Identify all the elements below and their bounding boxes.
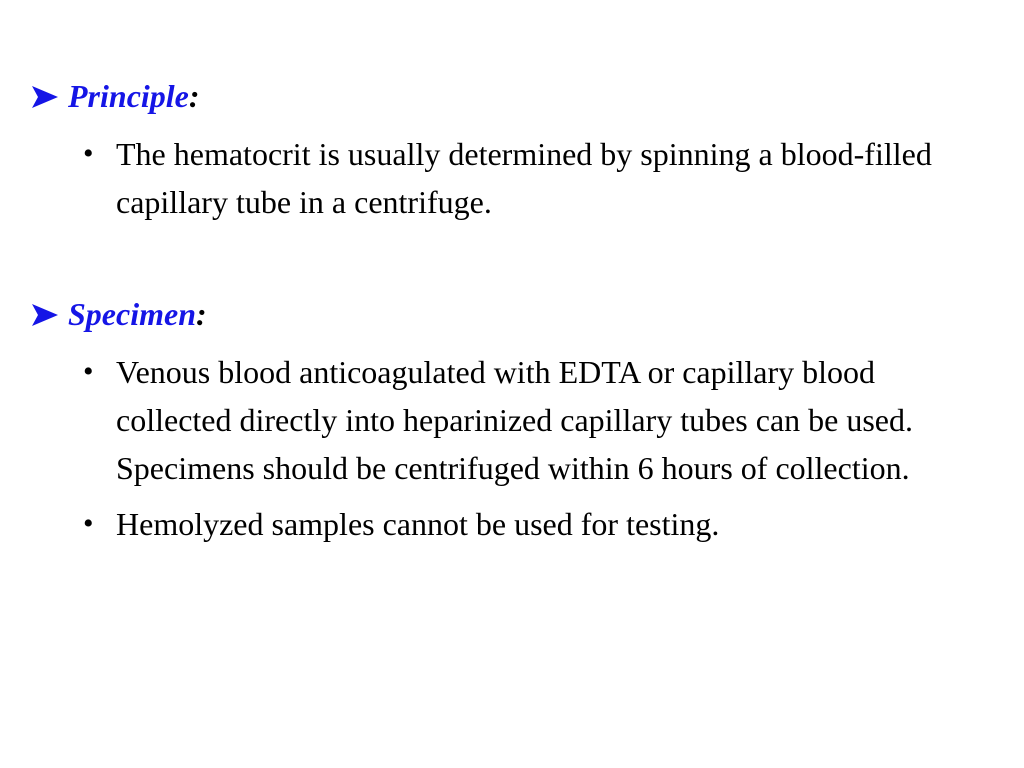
arrow-right-icon — [32, 86, 58, 108]
bullet-list — [32, 130, 992, 226]
section-principle — [32, 74, 992, 234]
bullet-dot: • — [83, 507, 94, 540]
heading-text — [68, 292, 207, 336]
bullet-text: The hematocrit is usually determined by spinning a blood-filled capillary tube in a centrifuge. — [116, 136, 932, 220]
bullet-dot: • — [83, 355, 94, 388]
heading-colon: : — [195, 296, 207, 332]
section-heading — [32, 74, 992, 118]
heading-text — [68, 74, 200, 118]
bullet-dot: • — [83, 137, 94, 170]
bullet-item — [32, 500, 992, 548]
bullet-item — [32, 348, 992, 492]
bullet-item — [32, 130, 992, 226]
heading-colon: : — [188, 78, 200, 114]
heading-title: Principle — [68, 78, 189, 114]
section-specimen — [32, 292, 992, 556]
bullet-list — [32, 348, 992, 548]
bullet-text: Venous blood anticoagulated with EDTA or capillary blood collected directly into heparinized capillary tubes can be used. Specimens should be centrifuged within 6 hours of collection. — [116, 354, 913, 486]
arrow-right-icon — [32, 304, 58, 326]
bullet-text: Hemolyzed samples cannot be used for testing. — [116, 506, 720, 542]
heading-title: Specimen — [68, 296, 196, 332]
section-heading — [32, 292, 992, 336]
